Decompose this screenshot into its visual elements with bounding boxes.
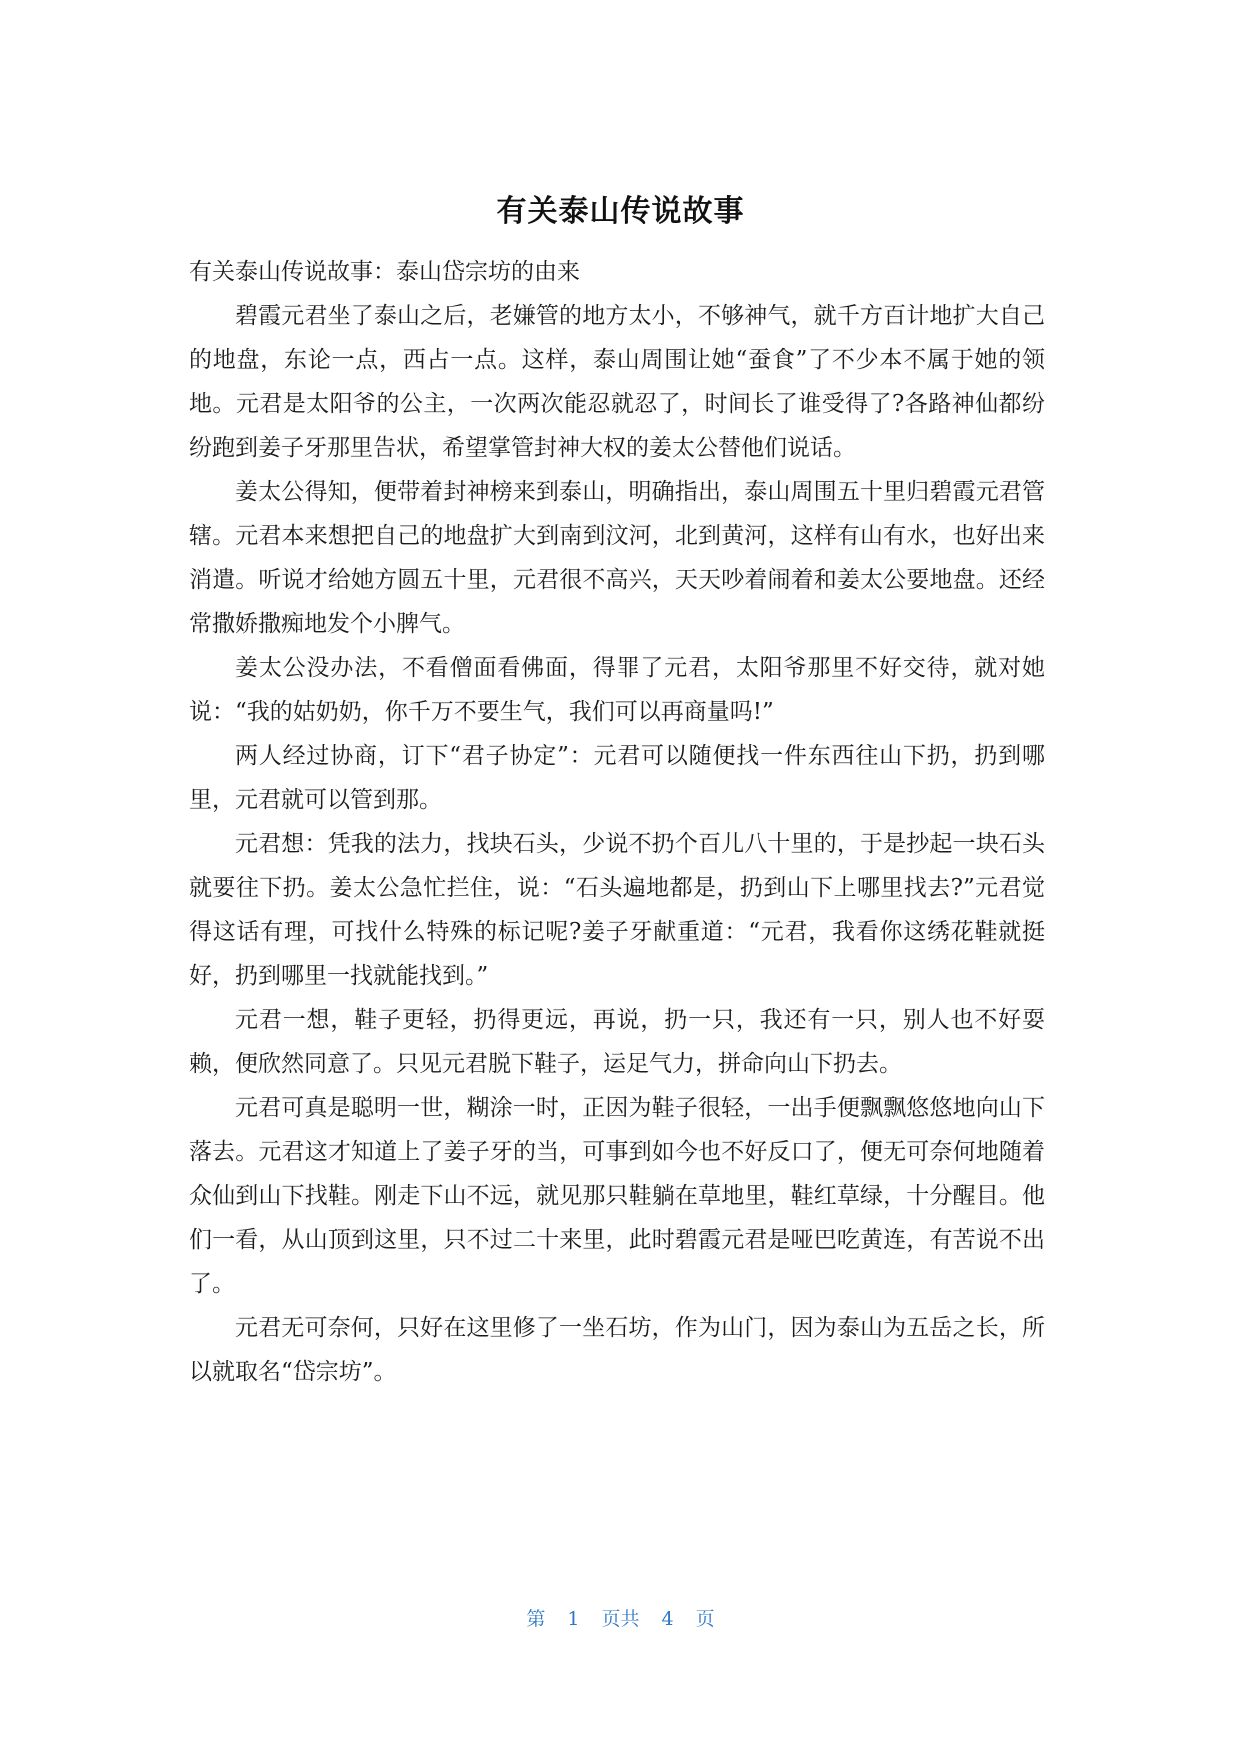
paragraph: 两人经过协商，订下“君子协定”：元君可以随便找一件东西往山下扔，扔到哪里，元君就可以管到那。 (189, 743, 1045, 813)
paragraph: 元君无可奈何，只好在这里修了一坐石坊，作为山门，因为泰山为五岳之长，所以就取名“岱宗坊”。 (189, 1315, 1045, 1385)
document-body (189, 250, 1045, 1394)
paragraph: 元君想：凭我的法力，找块石头，少说不扔个百儿八十里的，于是抄起一块石头就要往下扔。姜太公急忙拦住，说：“石头遍地都是，扔到山下上哪里找去?”元君觉得这话有理，可找什么特殊的标记呢?姜子牙献重道：“元君，我看你这绣花鞋就挺好，扔到哪里一找就能找到。” (189, 831, 1045, 989)
paragraph: 姜太公得知，便带着封神榜来到泰山，明确指出，泰山周围五十里归碧霞元君管辖。元君本来想把自己的地盘扩大到南到汶河，北到黄河，这样有山有水，也好出来消遣。听说才给她方圆五十里，元君很不高兴，天天吵着闹着和姜太公要地盘。还经常撒娇撒痴地发个小脾气。 (189, 479, 1045, 637)
page-suffix: 页 (695, 1608, 715, 1630)
current-page-number: 1 (567, 1608, 580, 1630)
total-pages-number: 4 (661, 1608, 674, 1630)
paragraph: 元君一想，鞋子更轻，扔得更远，再说，扔一只，我还有一只，别人也不好耍赖，便欣然同意了。只见元君脱下鞋子，运足气力，拼命向山下扔去。 (189, 1007, 1045, 1077)
paragraph: 碧霞元君坐了泰山之后，老嫌管的地方太小，不够神气，就千方百计地扩大自己的地盘，东论一点，西占一点。这样，泰山周围让她“蚕食”了不少本不属于她的领地。元君是太阳爷的公主，一次两次能忍就忍了，时间长了谁受得了?各路神仙都纷纷跑到姜子牙那里告状，希望掌管封神大权的姜太公替他们说话。 (189, 303, 1045, 461)
paragraph: 元君可真是聪明一世，糊涂一时，正因为鞋子很轻，一出手便飘飘悠悠地向山下落去。元君这才知道上了姜子牙的当，可事到如今也不好反口了，便无可奈何地随着众仙到山下找鞋。刚走下山不远，就见那只鞋躺在草地里，鞋红草绿，十分醒目。他们一看，从山顶到这里，只不过二十来里，此时碧霞元君是哑巴吃黄连，有苦说不出了。 (189, 1095, 1045, 1297)
page-prefix: 第 (526, 1608, 546, 1630)
page-number-footer (0, 1604, 1241, 1634)
page-title: 有关泰山传说故事 (496, 194, 745, 229)
document-subtitle: 有关泰山传说故事：泰山岱宗坊的由来 (189, 259, 580, 285)
paragraph: 姜太公没办法，不看僧面看佛面，得罪了元君，太阳爷那里不好交待，就对她说：“我的姑奶奶，你千万不要生气，我们可以再商量吗!” (189, 655, 1045, 725)
page-middle: 页共 (601, 1608, 640, 1630)
